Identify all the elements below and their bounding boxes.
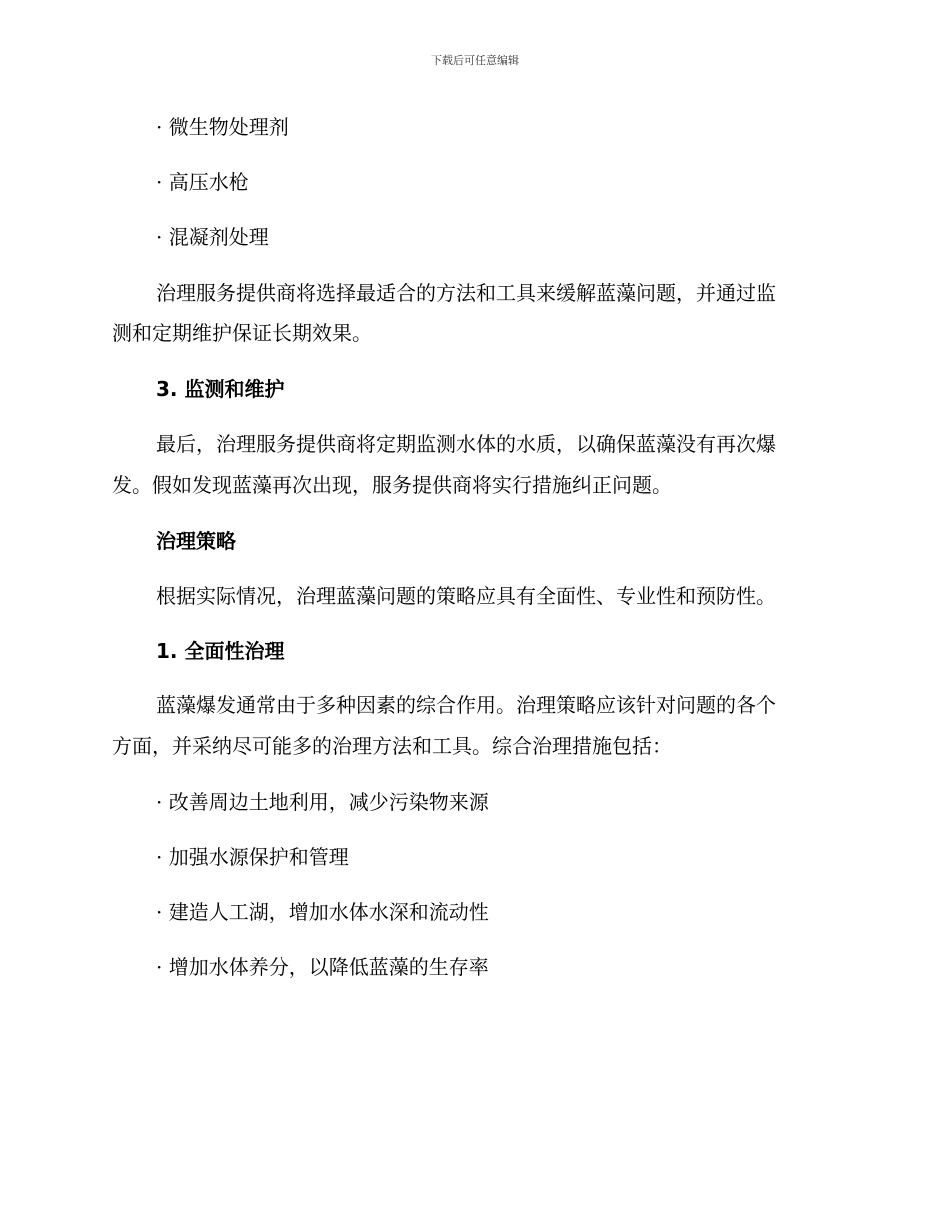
list-item-water-protection: · 加强水源保护和管理 [156,845,349,869]
list-item-artificial-lake: · 建造人工湖，增加水体水深和流动性 [156,900,489,924]
list-item-high-pressure-gun: · 高压水枪 [156,170,249,194]
paragraph-line: 最后，治理服务提供商将定期监测水体的水质，以确保蓝藻没有再次爆 [156,432,776,456]
paragraph-line: 治理服务提供商将选择最适合的方法和工具来缓解蓝藻问题，并通过监 [156,281,776,305]
list-item-microbial-agent: · 微生物处理剂 [156,115,289,139]
page-header-note: 下载后可任意编辑 [431,54,519,67]
list-item-land-use: · 改善周边土地利用，减少污染物来源 [156,790,489,814]
paragraph-line: 方面，并采纳尽可能多的治理方法和工具。综合治理措施包括： [112,734,672,758]
paragraph-line: 根据实际情况，治理蓝藻问题的策略应具有全面性、专业性和预防性。 [156,584,776,608]
section-heading-comprehensive: 1. 全面性治理 [156,639,285,663]
list-item-coagulant: · 混凝剂处理 [156,225,269,249]
list-item-nutrients: · 增加水体养分，以降低蓝藻的生存率 [156,955,489,979]
section-heading-strategy: 治理策略 [156,529,236,553]
paragraph-line: 蓝藻爆发通常由于多种因素的综合作用。治理策略应该针对问题的各个 [156,693,776,717]
paragraph-line: 发。假如发现蓝藻再次出现，服务提供商将实行措施纠正问题。 [112,473,672,497]
paragraph-line: 测和定期维护保证长期效果。 [112,321,372,345]
section-heading-monitoring: 3. 监测和维护 [156,377,285,401]
